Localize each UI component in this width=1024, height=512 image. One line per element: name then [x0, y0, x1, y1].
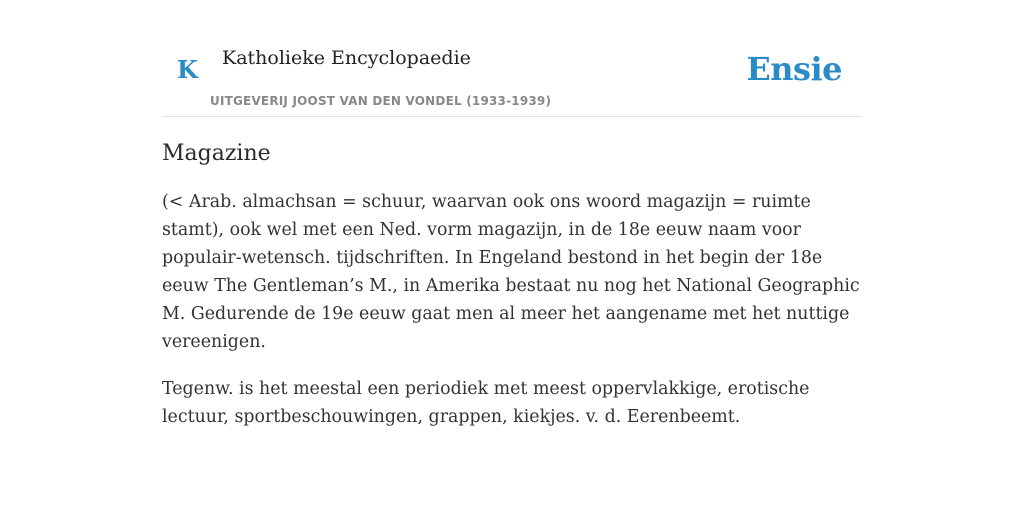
site-logo[interactable]: K	[177, 55, 198, 84]
site-header	[162, 0, 862, 117]
ensie-brand-link[interactable]: Ensie	[746, 50, 842, 88]
article-paragraph: Tegenw. is het meestal een periodiek met meest oppervlakkige, erotische lectuur, sportbeschouwingen, grappen, kiekjes. v. d. Eerenbeemt.	[162, 379, 810, 427]
article	[162, 138, 862, 450]
publisher-subtitle: UITGEVERIJ JOOST VAN DEN VONDEL (1933-1939)	[210, 94, 552, 108]
site-title-link[interactable]: Katholieke Encyclopaedie	[222, 47, 471, 69]
article-paragraph: (< Arab. almachsan = schuur, waarvan ook ons woord magazijn = ruimte stamt), ook wel met een Ned. vorm magazijn, in de 18e eeuw naam voor populair-wetensch. tijdschriften. In Engeland bestond in het begin der 18e eeuw The Gentleman’s M., in Amerika bestaat nu nog het National Geographic M. Gedurende de 19e eeuw gaat men al meer het aangename met het nuttige vereenigen.	[162, 192, 860, 352]
article-title: Magazine	[162, 141, 271, 166]
